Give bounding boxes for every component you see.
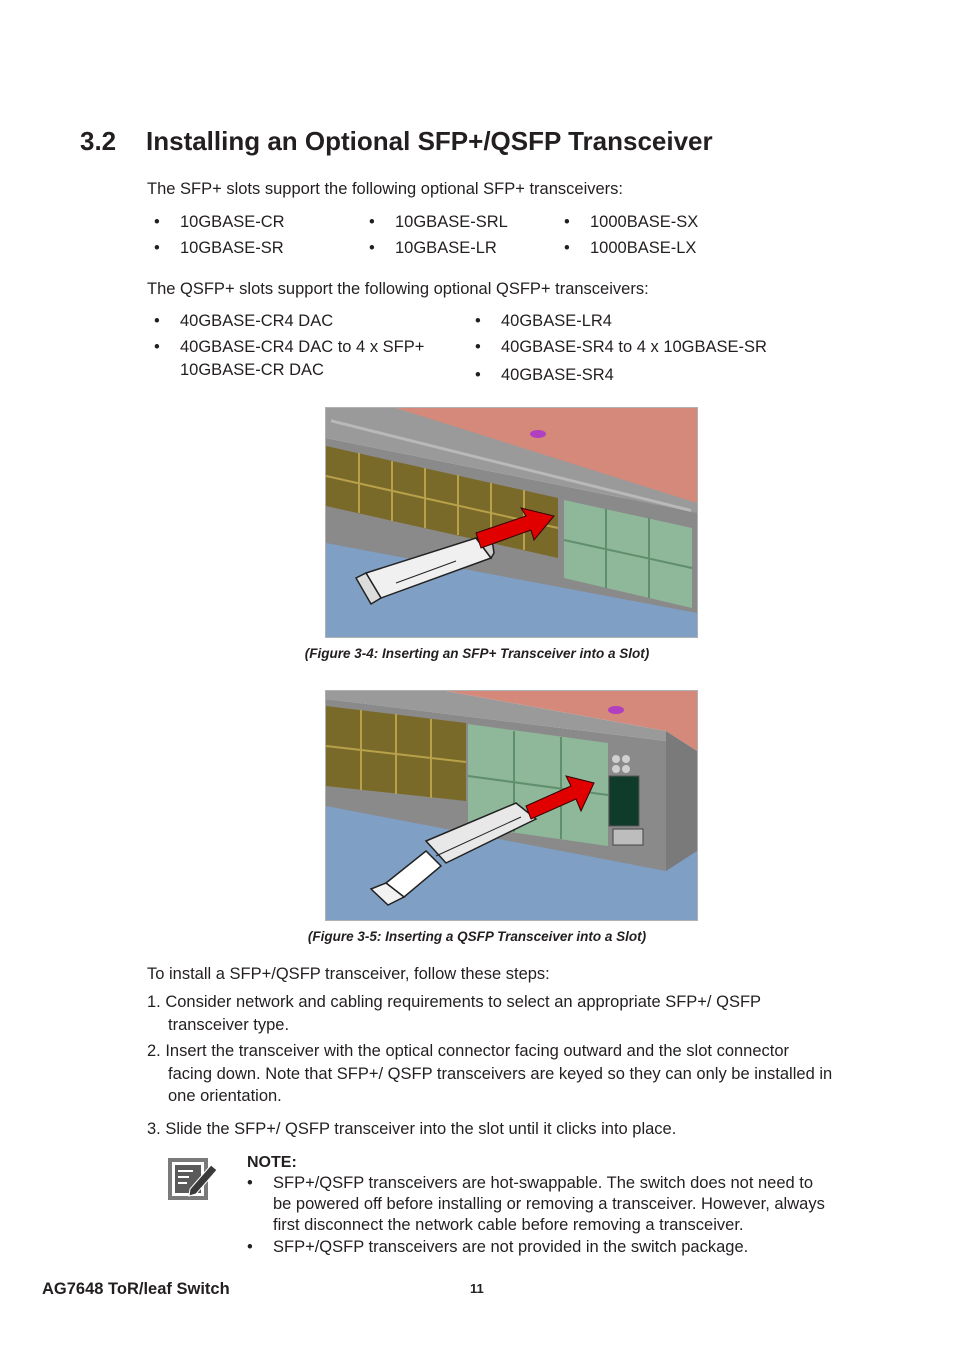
section-heading bbox=[80, 126, 713, 157]
qsfp-insertion-illustration bbox=[326, 691, 697, 920]
section-number: 3.2 bbox=[80, 126, 117, 156]
step-1: 1. Consider network and cabling requirements to select an appropriate SFP+/ QSFP transceiver type. bbox=[147, 993, 762, 1034]
note-item: • SFP+/QSFP transceivers are hot-swappable. The switch does not need to be powered off before installing or removing a transceiver. However, always first disconnect the network cable before removing a transceiver. bbox=[247, 1174, 825, 1234]
footer-product: AG7648 ToR/leaf Switch bbox=[42, 1280, 230, 1298]
figure-caption: (Figure 3-5: Inserting a QSFP Transceiver into a Slot) bbox=[307, 929, 647, 944]
sfp-insertion-illustration bbox=[326, 408, 697, 637]
figure-qsfp-insertion bbox=[325, 690, 698, 921]
note-title: NOTE: bbox=[247, 1154, 297, 1171]
step-2: 2. Insert the transceiver with the optical connector facing outward and the slot connector facing down. Note that SFP+/ QSFP transceivers are keyed so they can only be installed in one orientation. bbox=[147, 1042, 833, 1105]
note-pencil-icon bbox=[165, 1155, 218, 1203]
figure-sfp-insertion bbox=[325, 407, 698, 638]
steps-intro: To install a SFP+/QSFP transceiver, follow these steps: bbox=[147, 965, 550, 983]
page-number: 11 bbox=[470, 1281, 484, 1296]
step-3: 3. Slide the SFP+/ QSFP transceiver into the slot until it clicks into place. bbox=[147, 1120, 677, 1138]
sfp-intro: The SFP+ slots support the following optional SFP+ transceivers: bbox=[147, 180, 623, 198]
qsfp-intro: The QSFP+ slots support the following optional QSFP+ transceivers: bbox=[147, 280, 649, 298]
note-item: • SFP+/QSFP transceivers are not provided in the switch package. bbox=[247, 1238, 749, 1256]
section-title: Installing an Optional SFP+/QSFP Transceiver bbox=[146, 126, 713, 156]
figure-caption: (Figure 3-4: Inserting an SFP+ Transceiver into a Slot) bbox=[304, 646, 650, 661]
